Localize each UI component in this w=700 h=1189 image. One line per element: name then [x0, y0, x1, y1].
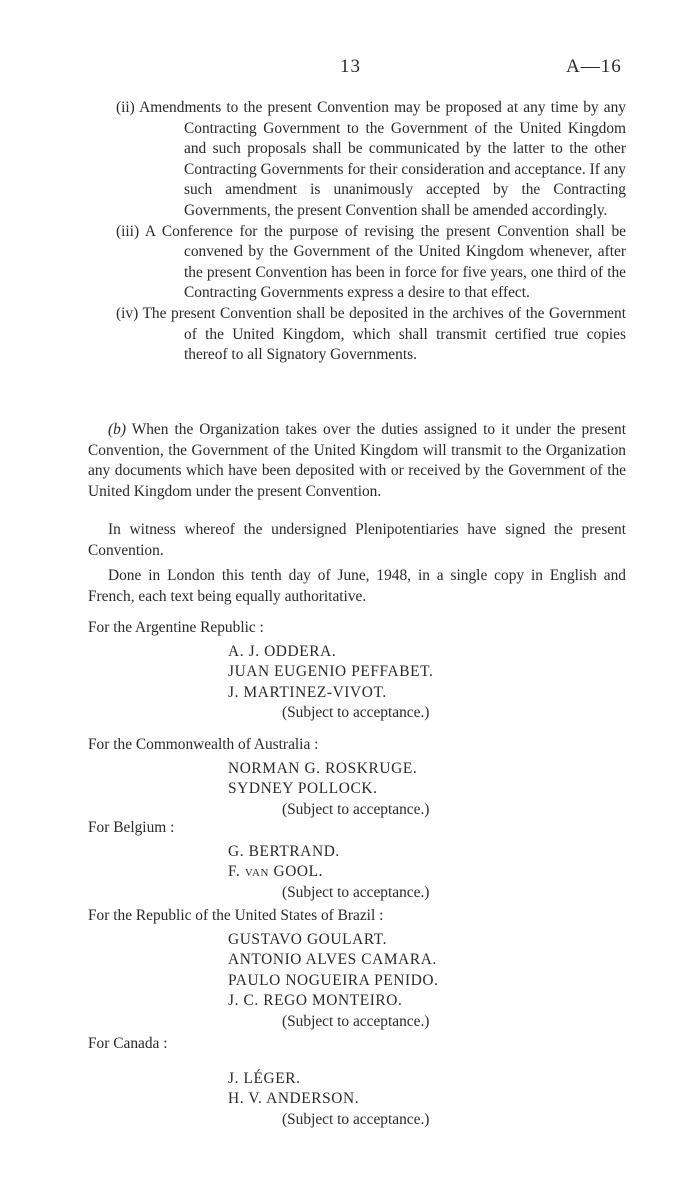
- signatory-block-australia: [0, 735, 700, 820]
- clause-label: (ii): [116, 99, 135, 116]
- document-reference: A—16: [566, 56, 622, 77]
- signatory-name: NORMAN G. ROSKRUGE.: [228, 759, 418, 777]
- paragraph-text: When the Organization takes over the duties assigned to it under the present Convention, the Government of the United Kingdom will transmit to the Organization any documents which have been deposited with or received by the Government of the United Kingdom under the present Convention.: [88, 421, 626, 500]
- clause-iii: [88, 222, 626, 304]
- paragraph-label: (b): [108, 421, 126, 438]
- clause-ii: [88, 98, 626, 222]
- signatory-name: G. BERTRAND.: [228, 842, 340, 860]
- signatory-name: J. MARTINEZ-VIVOT.: [228, 683, 387, 701]
- signatory-note: (Subject to acceptance.): [282, 1012, 430, 1030]
- country-label: For Belgium :: [88, 819, 175, 836]
- signatory-name: J. C. REGO MONTEIRO.: [228, 992, 403, 1010]
- name-particle: van: [244, 863, 270, 881]
- signatory-name: SYDNEY POLLOCK.: [228, 780, 378, 798]
- country-label: For the Republic of the United States of Brazil :: [88, 907, 384, 924]
- signatory-name: JUAN EUGENIO PEFFABET.: [228, 663, 434, 681]
- signatory-name: PAULO NOGUEIRA PENIDO.: [228, 971, 439, 989]
- signatory-note: (Subject to acceptance.): [282, 1110, 430, 1128]
- signatory-block-belgium: [0, 818, 700, 903]
- paragraph-b: [88, 420, 626, 502]
- name-surname: GOOL.: [269, 863, 324, 881]
- clause-iv: [88, 304, 626, 366]
- clause-text: Amendments to the present Convention may be proposed at any time by any Contracting Government to the Government of the United Kingdom and such proposals shall be communicated by the latter to the other Contracting Governments for their consideration and acceptance. If any such amendment is unanimously accepted by the Contracting Governments, the present Convention shall be amended accordingly.: [139, 99, 626, 219]
- clause-text: The present Convention shall be deposited in the archives of the Government of the United Kingdom, which shall transmit certified true copies thereof to all Signatory Governments.: [142, 304, 626, 364]
- signatory-name: A. J. ODDERA.: [228, 642, 337, 660]
- signatory-note: (Subject to acceptance.): [282, 883, 430, 901]
- country-label: For the Argentine Republic :: [88, 619, 264, 636]
- clause-text: A Conference for the purpose of revising the present Convention shall be convened by the Government of the United Kingdom whenever, after the present Convention has been in force for five years, one third of the Contracting Governments express a desire to that effect.: [144, 222, 627, 302]
- country-label: For the Commonwealth of Australia :: [88, 736, 319, 753]
- signatory-name: [0, 862, 700, 883]
- done-paragraph: Done in London this tenth day of June, 1948, in a single copy in English and French, each text being equally authoritative.: [88, 567, 626, 605]
- signatory-block-argentina: [0, 618, 700, 724]
- signatory-block-canada: [0, 1034, 700, 1130]
- clause-label: (iii): [116, 222, 140, 240]
- signatory-name: H. V. ANDERSON.: [228, 1090, 360, 1108]
- clause-label: (iv): [116, 304, 139, 322]
- signatory-name: ANTONIO ALVES CAMARA.: [228, 951, 437, 969]
- page-number: 13: [340, 56, 361, 77]
- clause-list: [88, 98, 626, 366]
- signatory-block-brazil: [0, 906, 700, 1033]
- signatory-name: J. LÉGER.: [228, 1069, 301, 1087]
- signatory-note: (Subject to acceptance.): [282, 704, 430, 722]
- signatory-name: GUSTAVO GOULART.: [228, 930, 388, 948]
- signatory-note: (Subject to acceptance.): [282, 800, 430, 818]
- name-initial: F.: [228, 863, 245, 881]
- country-label: For Canada :: [88, 1035, 168, 1052]
- witness-paragraph: In witness whereof the undersigned Plenipotentiaries have signed the present Convention.: [88, 521, 626, 559]
